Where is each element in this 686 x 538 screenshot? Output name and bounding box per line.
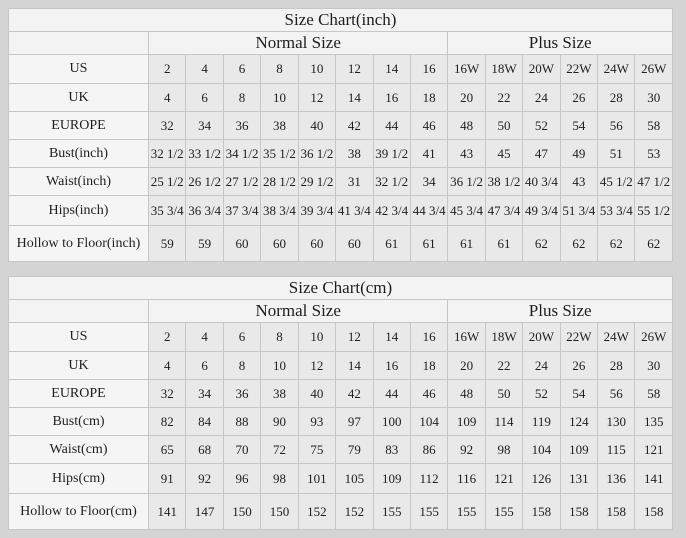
size-cell: 41 3/4 [336, 196, 373, 226]
size-cell: 62 [598, 226, 635, 262]
size-cell: 16 [410, 323, 447, 352]
size-cell: 115 [598, 436, 635, 464]
size-cell: 32 [149, 380, 186, 408]
size-cell: 104 [410, 408, 447, 436]
size-cell: 155 [448, 494, 485, 530]
size-cell: 28 1/2 [261, 168, 298, 196]
size-cell: 18 [410, 352, 447, 380]
size-cell: 60 [298, 226, 335, 262]
size-cell: 18 [410, 84, 447, 112]
size-cell: 36 [223, 380, 260, 408]
size-cell: 54 [560, 380, 597, 408]
size-cell: 112 [410, 464, 447, 494]
size-chart-inch-body [9, 55, 673, 262]
size-cell: 130 [598, 408, 635, 436]
size-cell: 6 [223, 55, 260, 84]
size-cell: 18W [485, 323, 522, 352]
table-row [9, 436, 673, 464]
size-cell: 158 [598, 494, 635, 530]
size-cell: 32 1/2 [373, 168, 410, 196]
size-cell: 56 [598, 380, 635, 408]
size-cell: 158 [560, 494, 597, 530]
size-cell: 158 [523, 494, 560, 530]
row-label: Hips(inch) [9, 196, 149, 226]
size-cell: 22 [485, 352, 522, 380]
table-row [9, 380, 673, 408]
size-cell: 61 [410, 226, 447, 262]
size-cell: 24 [523, 84, 560, 112]
size-cell: 16W [448, 323, 485, 352]
size-cell: 141 [149, 494, 186, 530]
size-cell: 34 [186, 380, 223, 408]
size-cell: 26 [560, 352, 597, 380]
size-cell: 25 1/2 [149, 168, 186, 196]
size-cell: 34 [410, 168, 447, 196]
size-cell: 141 [635, 464, 673, 494]
size-cell: 40 3/4 [523, 168, 560, 196]
table-row [9, 408, 673, 436]
table-row [9, 84, 673, 112]
size-cell: 10 [261, 84, 298, 112]
size-cell: 147 [186, 494, 223, 530]
column-group-row [9, 32, 673, 55]
size-cell: 155 [485, 494, 522, 530]
size-cell: 61 [448, 226, 485, 262]
size-cell: 22 [485, 84, 522, 112]
size-cell: 109 [560, 436, 597, 464]
size-cell: 35 3/4 [149, 196, 186, 226]
row-label: US [9, 55, 149, 84]
size-cell: 16 [373, 84, 410, 112]
size-cell: 27 1/2 [223, 168, 260, 196]
size-cell: 44 [373, 380, 410, 408]
size-cell: 135 [635, 408, 673, 436]
size-cell: 26W [635, 323, 673, 352]
size-cell: 20W [523, 55, 560, 84]
size-cell: 44 3/4 [410, 196, 447, 226]
size-cell: 65 [149, 436, 186, 464]
size-cell: 100 [373, 408, 410, 436]
size-cell: 72 [261, 436, 298, 464]
size-cell: 8 [223, 352, 260, 380]
size-cell: 24 [523, 352, 560, 380]
size-cell: 4 [186, 55, 223, 84]
size-cell: 60 [223, 226, 260, 262]
size-cell: 58 [635, 380, 673, 408]
size-cell: 98 [261, 464, 298, 494]
size-cell: 126 [523, 464, 560, 494]
normal-size-header: Normal Size [149, 300, 448, 323]
size-cell: 20 [448, 352, 485, 380]
size-cell: 4 [186, 323, 223, 352]
table-row [9, 323, 673, 352]
size-cell: 4 [149, 352, 186, 380]
size-cell: 70 [223, 436, 260, 464]
size-cell: 109 [448, 408, 485, 436]
size-cell: 62 [560, 226, 597, 262]
size-cell: 88 [223, 408, 260, 436]
size-cell: 24W [598, 55, 635, 84]
size-cell: 2 [149, 55, 186, 84]
size-cell: 53 [635, 140, 673, 168]
size-cell: 152 [298, 494, 335, 530]
table-title-row [9, 277, 673, 300]
size-cell: 30 [635, 352, 673, 380]
size-cell: 38 [336, 140, 373, 168]
size-cell: 26 1/2 [186, 168, 223, 196]
size-cell: 10 [298, 55, 335, 84]
size-cell: 16 [373, 352, 410, 380]
row-label: EUROPE [9, 380, 149, 408]
size-cell: 131 [560, 464, 597, 494]
size-cell: 14 [373, 55, 410, 84]
size-cell: 51 3/4 [560, 196, 597, 226]
size-cell: 56 [598, 112, 635, 140]
size-cell: 36 1/2 [448, 168, 485, 196]
size-cell: 50 [485, 380, 522, 408]
size-cell: 51 [598, 140, 635, 168]
table-title-inch: Size Chart(inch) [9, 9, 673, 32]
size-cell: 150 [223, 494, 260, 530]
size-cell: 38 [261, 112, 298, 140]
size-cell: 46 [410, 380, 447, 408]
size-cell: 14 [373, 323, 410, 352]
size-cell: 36 3/4 [186, 196, 223, 226]
size-cell: 8 [261, 55, 298, 84]
size-cell: 58 [635, 112, 673, 140]
size-chart-cm-table [8, 276, 673, 530]
row-label: Waist(inch) [9, 168, 149, 196]
size-cell: 98 [485, 436, 522, 464]
size-cell: 6 [223, 323, 260, 352]
table-row [9, 112, 673, 140]
size-cell: 28 [598, 84, 635, 112]
size-cell: 48 [448, 112, 485, 140]
size-cell: 93 [298, 408, 335, 436]
size-cell: 155 [410, 494, 447, 530]
table-row [9, 464, 673, 494]
size-cell: 61 [373, 226, 410, 262]
size-cell: 45 [485, 140, 522, 168]
size-cell: 8 [223, 84, 260, 112]
size-cell: 24W [598, 323, 635, 352]
size-cell: 42 [336, 380, 373, 408]
table-row [9, 140, 673, 168]
column-group-row [9, 300, 673, 323]
size-cell: 22W [560, 55, 597, 84]
size-cell: 79 [336, 436, 373, 464]
size-cell: 44 [373, 112, 410, 140]
size-cell: 20 [448, 84, 485, 112]
table-row [9, 168, 673, 196]
size-cell: 75 [298, 436, 335, 464]
size-cell: 38 [261, 380, 298, 408]
size-cell: 34 1/2 [223, 140, 260, 168]
size-cell: 43 [560, 168, 597, 196]
size-cell: 41 [410, 140, 447, 168]
size-cell: 49 3/4 [523, 196, 560, 226]
size-cell: 62 [635, 226, 673, 262]
size-cell: 101 [298, 464, 335, 494]
size-cell: 116 [448, 464, 485, 494]
size-cell: 59 [186, 226, 223, 262]
row-label: Bust(cm) [9, 408, 149, 436]
size-cell: 6 [186, 352, 223, 380]
size-cell: 39 1/2 [373, 140, 410, 168]
corner-cell [9, 300, 149, 323]
size-chart-cm-body [9, 323, 673, 530]
size-cell: 59 [149, 226, 186, 262]
size-cell: 38 1/2 [485, 168, 522, 196]
size-cell: 16W [448, 55, 485, 84]
size-cell: 39 3/4 [298, 196, 335, 226]
size-cell: 6 [186, 84, 223, 112]
size-cell: 86 [410, 436, 447, 464]
size-cell: 48 [448, 380, 485, 408]
size-cell: 18W [485, 55, 522, 84]
size-cell: 97 [336, 408, 373, 436]
size-cell: 43 [448, 140, 485, 168]
size-cell: 16 [410, 55, 447, 84]
table-title-cm: Size Chart(cm) [9, 277, 673, 300]
size-cell: 83 [373, 436, 410, 464]
size-cell: 37 3/4 [223, 196, 260, 226]
size-cell: 52 [523, 380, 560, 408]
table-row [9, 352, 673, 380]
size-cell: 91 [149, 464, 186, 494]
table-row [9, 196, 673, 226]
size-cell: 12 [336, 323, 373, 352]
size-cell: 124 [560, 408, 597, 436]
size-cell: 46 [410, 112, 447, 140]
size-cell: 10 [261, 352, 298, 380]
row-label: Hollow to Floor(inch) [9, 226, 149, 262]
table-row [9, 55, 673, 84]
size-cell: 96 [223, 464, 260, 494]
size-cell: 12 [298, 352, 335, 380]
size-cell: 60 [336, 226, 373, 262]
row-label: US [9, 323, 149, 352]
size-cell: 47 1/2 [635, 168, 673, 196]
size-cell: 28 [598, 352, 635, 380]
row-label: Waist(cm) [9, 436, 149, 464]
size-cell: 61 [485, 226, 522, 262]
corner-cell [9, 32, 149, 55]
size-cell: 36 1/2 [298, 140, 335, 168]
size-cell: 14 [336, 352, 373, 380]
normal-size-header: Normal Size [149, 32, 448, 55]
size-cell: 82 [149, 408, 186, 436]
size-cell: 136 [598, 464, 635, 494]
size-cell: 92 [448, 436, 485, 464]
size-cell: 105 [336, 464, 373, 494]
size-cell: 36 [223, 112, 260, 140]
size-cell: 68 [186, 436, 223, 464]
size-cell: 47 3/4 [485, 196, 522, 226]
size-cell: 90 [261, 408, 298, 436]
size-cell: 45 3/4 [448, 196, 485, 226]
size-cell: 42 [336, 112, 373, 140]
size-cell: 109 [373, 464, 410, 494]
size-cell: 52 [523, 112, 560, 140]
size-cell: 38 3/4 [261, 196, 298, 226]
size-cell: 152 [336, 494, 373, 530]
size-cell: 4 [149, 84, 186, 112]
size-cell: 12 [298, 84, 335, 112]
row-label: Hips(cm) [9, 464, 149, 494]
size-cell: 31 [336, 168, 373, 196]
size-cell: 121 [485, 464, 522, 494]
size-cell: 40 [298, 112, 335, 140]
size-cell: 42 3/4 [373, 196, 410, 226]
size-cell: 60 [261, 226, 298, 262]
size-cell: 158 [635, 494, 673, 530]
row-label: Bust(inch) [9, 140, 149, 168]
table-title-row [9, 9, 673, 32]
size-cell: 50 [485, 112, 522, 140]
size-chart-inch-table [8, 8, 673, 262]
size-cell: 12 [336, 55, 373, 84]
size-cell: 8 [261, 323, 298, 352]
size-cell: 47 [523, 140, 560, 168]
size-cell: 26W [635, 55, 673, 84]
size-cell: 35 1/2 [261, 140, 298, 168]
row-label: Hollow to Floor(cm) [9, 494, 149, 530]
plus-size-header: Plus Size [448, 300, 673, 323]
size-cell: 54 [560, 112, 597, 140]
size-cell: 33 1/2 [186, 140, 223, 168]
size-cell: 62 [523, 226, 560, 262]
row-label: UK [9, 84, 149, 112]
size-cell: 84 [186, 408, 223, 436]
row-label: UK [9, 352, 149, 380]
size-cell: 40 [298, 380, 335, 408]
size-cell: 26 [560, 84, 597, 112]
size-cell: 10 [298, 323, 335, 352]
size-cell: 32 1/2 [149, 140, 186, 168]
size-cell: 49 [560, 140, 597, 168]
size-cell: 34 [186, 112, 223, 140]
size-cell: 121 [635, 436, 673, 464]
size-cell: 14 [336, 84, 373, 112]
row-label: EUROPE [9, 112, 149, 140]
size-cell: 119 [523, 408, 560, 436]
size-cell: 29 1/2 [298, 168, 335, 196]
table-row [9, 494, 673, 530]
size-cell: 92 [186, 464, 223, 494]
plus-size-header: Plus Size [448, 32, 673, 55]
size-cell: 2 [149, 323, 186, 352]
size-cell: 20W [523, 323, 560, 352]
size-cell: 155 [373, 494, 410, 530]
size-cell: 22W [560, 323, 597, 352]
size-cell: 104 [523, 436, 560, 464]
size-cell: 55 1/2 [635, 196, 673, 226]
size-cell: 53 3/4 [598, 196, 635, 226]
size-cell: 150 [261, 494, 298, 530]
size-cell: 45 1/2 [598, 168, 635, 196]
size-cell: 114 [485, 408, 522, 436]
table-row [9, 226, 673, 262]
size-cell: 32 [149, 112, 186, 140]
size-cell: 30 [635, 84, 673, 112]
